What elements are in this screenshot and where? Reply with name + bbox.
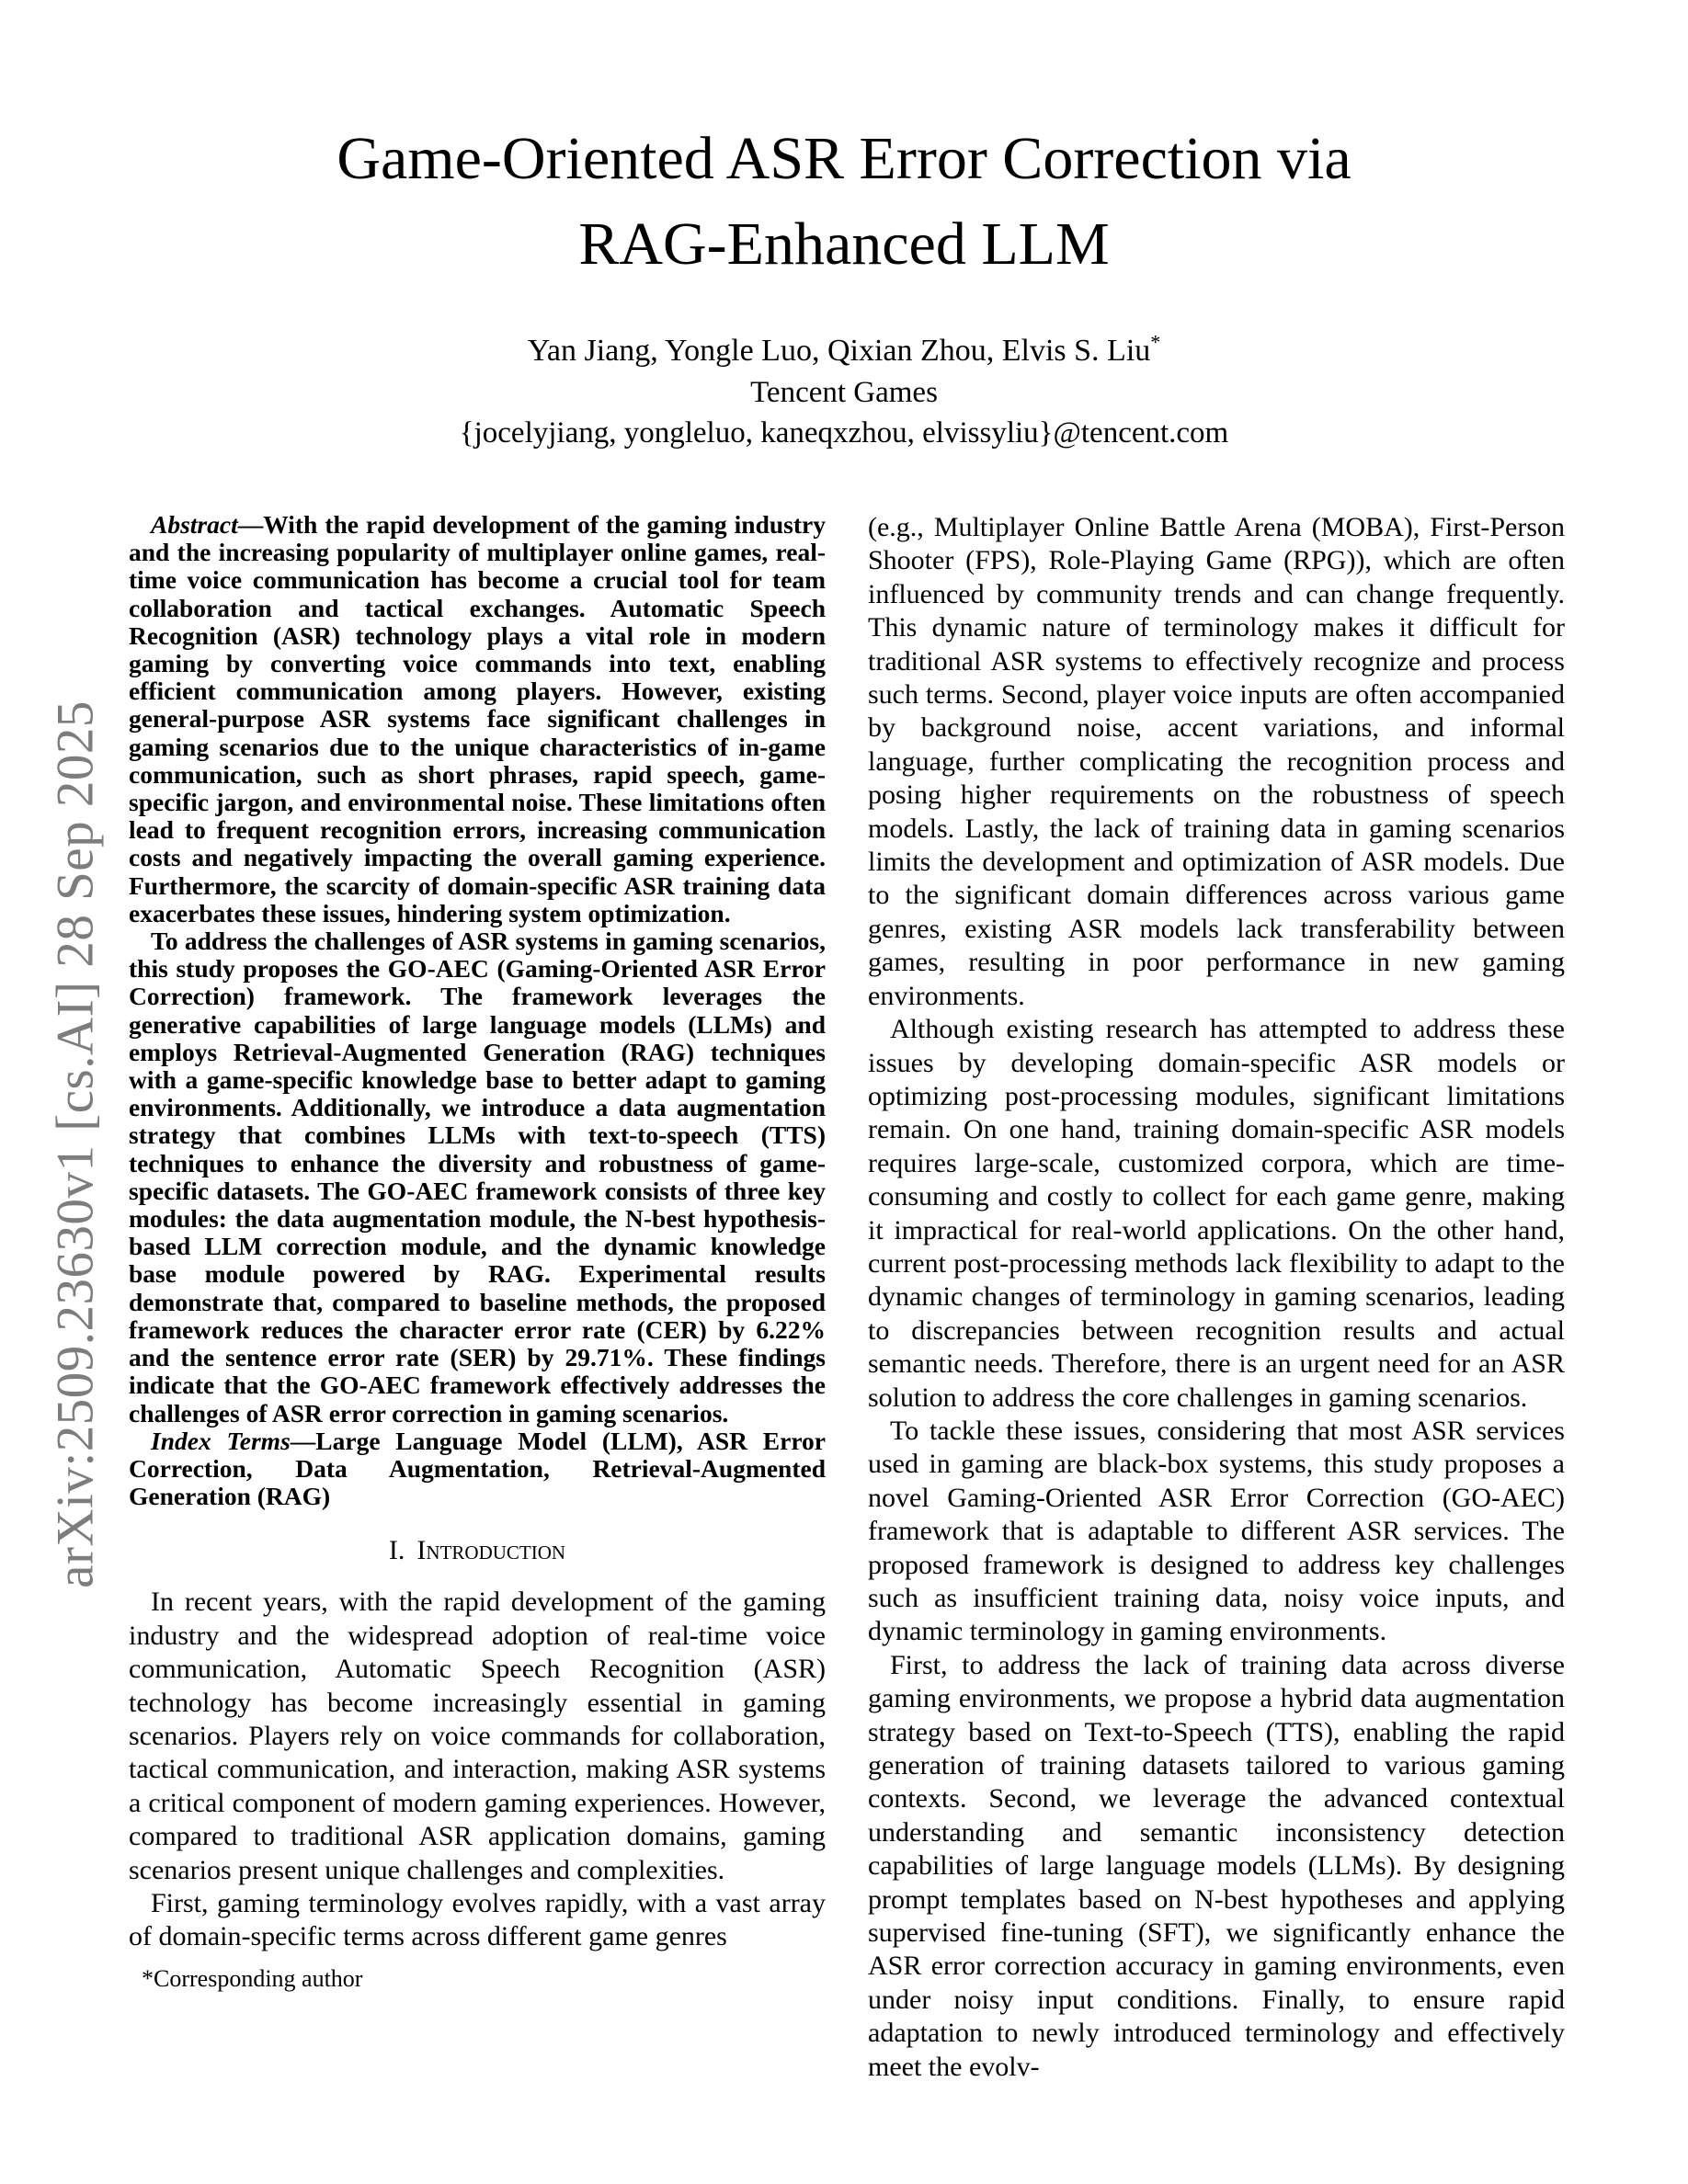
index-terms-separator: — [290,1426,316,1455]
paper-title [0,116,1688,287]
intro-left-paragraph-1: In recent years, with the rapid development of the gaming industry and the widespread adoption of real-time voice communication, Automatic Speech Recognition (ASR) technology has become increasingly essential in gaming scenarios. Players rely on voice commands for collaboration, tactical communication, and interaction, making ASR systems a critical component of modern gaming experiences. However, compared to traditional ASR application domains, gaming scenarios present unique challenges and complexities. [129,1587,826,1885]
index-terms-label: Index Terms [151,1426,291,1455]
intro-right-paragraph-4: First, to address the lack of training data across diverse gaming environments, we propose a hybrid data augmentation strategy based on Text-to-Speech (TTS), enabling the rapid generation of training datasets tailored to various gaming contexts. Second, we leverage the advanced contextual understanding and semantic inconsistency detection capabilities of large language models (LLMs). By designing prompt templates based on N-best hypotheses and applying supervised fine-tuning (SFT), we significantly enhance the ASR error correction accuracy in gaming environments, even under noisy input conditions. Finally, to ensure rapid adaptation to newly introduced terminology and effectively meet the evolv- [868,1649,1565,2082]
section-heading-introduction [129,1535,826,1566]
author-emails: {jocelyjiang, yongleluo, kaneqxzhou, elvissyliu}@tencent.com [459,416,1229,449]
paper-title-line2: RAG-Enhanced LLM [578,210,1110,278]
abstract-paragraph-1 [129,511,826,927]
abstract-separator: — [237,510,264,539]
intro-right-paragraph-3: To tackle these issues, considering that most ASR services used in gaming are black-box systems, this study proposes a novel Gaming-Oriented ASR Error Correction (GO-AEC) framework that is adaptable to different ASR services. The proposed framework is designed to address key challenges such as insufficient training data, noisy voice inputs, and dynamic terminology in gaming environments. [868,1415,1565,1647]
author-names: Yan Jiang, Yongle Luo, Qixian Zhou, Elvis S. Liu [527,334,1151,368]
corresponding-author-footnote: *Corresponding author [142,1965,363,1992]
abstract-label: Abstract [151,510,238,539]
abstract-paragraph-2: To address the challenges of ASR systems in gaming scenarios, this study proposes the GO-AEC (Gaming-Oriented ASR Error Correction) framework. The framework leverages the generative capabilities of large language models (LLMs) and employs Retrieval-Augmented Generation (RAG) techniques with a game-specific knowledge base to better adapt to gaming environments. Additionally, we introduce a data augmentation strategy that combines LLMs with text-to-speech (TTS) techniques to enhance the diversity and robustness of game-specific datasets. The GO-AEC framework consists of three key modules: the data augmentation module, the N-best hypothesis-based LLM correction module, and the dynamic knowledge base module powered by RAG. Experimental results demonstrate that, compared to baseline methods, the proposed framework reduces the character error rate (CER) by 6.22% and the sentence error rate (SER) by 29.71%. These findings indicate that the GO-AEC framework effectively addresses the challenges of ASR error correction in gaming scenarios. [129,927,826,1428]
intro-right-paragraph-1: (e.g., Multiplayer Online Battle Arena (MOBA), First-Person Shooter (FPS), Role-Playing Game (RPG)), which are often influenced by community trends and can change frequently. This dynamic nature of terminology makes it difficult for traditional ASR systems to effectively recognize and process such terms. Second, player voice inputs are often accompanied by background noise, accent variations, and informal language, further complicating the recognition process and posing higher requirements on the robustness of speech models. Lastly, the lack of training data in gaming scenarios limits the development and optimization of ASR models. Due to the significant domain differences across various game genres, existing ASR models lack transferability between games, resulting in poor performance in new gaming environments. [868,512,1565,1011]
right-column [868,511,1565,2184]
paper-title-line1: Game-Oriented ASR Error Correction via [336,125,1352,192]
intro-left-paragraph-2: First, gaming terminology evolves rapidly, with a vast array of domain-specific terms across different game genres [129,1887,826,1952]
two-column-body [129,511,1565,2184]
intro-right-paragraph-2: Although existing research has attempted to address these issues by developing domain-specific ASR models or optimizing post-processing modules, significant limitations remain. On one hand, training domain-specific ASR models requires large-scale, customized corpora, which are time-consuming and costly to collect for each game genre, making it impractical for real-world applications. On the other hand, current post-processing methods lack flexibility to adapt to the dynamic changes of terminology in gaming scenarios, leading to discrepancies between recognition results and actual semantic needs. Therefore, there is an urgent need for an ASR solution to address the core challenges in gaming scenarios. [868,1014,1565,1413]
section-title: Introduction [416,1535,566,1566]
abstract-text-1: With the rapid development of the gaming industry and the increasing popularity of multiplayer online games, real-time voice communication has become a crucial tool for team collaboration and tactical exchanges. Automatic Speech Recognition (ASR) technology plays a vital role in modern gaming by converting voice commands into text, enabling efficient communication among players. However, existing general-purpose ASR systems face significant challenges in gaming scenarios due to the unique characteristics of in-game communication, such as short phrases, rapid speech, game-specific jargon, and environmental noise. These limitations often lead to frequent recognition errors, increasing communication costs and negatively impacting the overall gaming experience. Furthermore, the scarcity of domain-specific ASR training data exacerbates these issues, hindering system optimization. [129,510,826,927]
index-terms-text: Large Language Model (LLM), ASR Error Correction, Data Augmentation, Retrieval-Augmented Generation (RAG) [129,1426,826,1511]
section-number: I. [388,1535,405,1566]
index-terms [129,1428,826,1511]
corresponding-author-mark: * [1150,330,1161,354]
arxiv-watermark: arXiv:2509.23630v1 [cs.AI] 28 Sep 2025 [46,700,105,1588]
author-list [0,330,1688,370]
left-column [129,511,826,2184]
title-block [0,0,1688,451]
affiliation: Tencent Games [750,376,938,409]
